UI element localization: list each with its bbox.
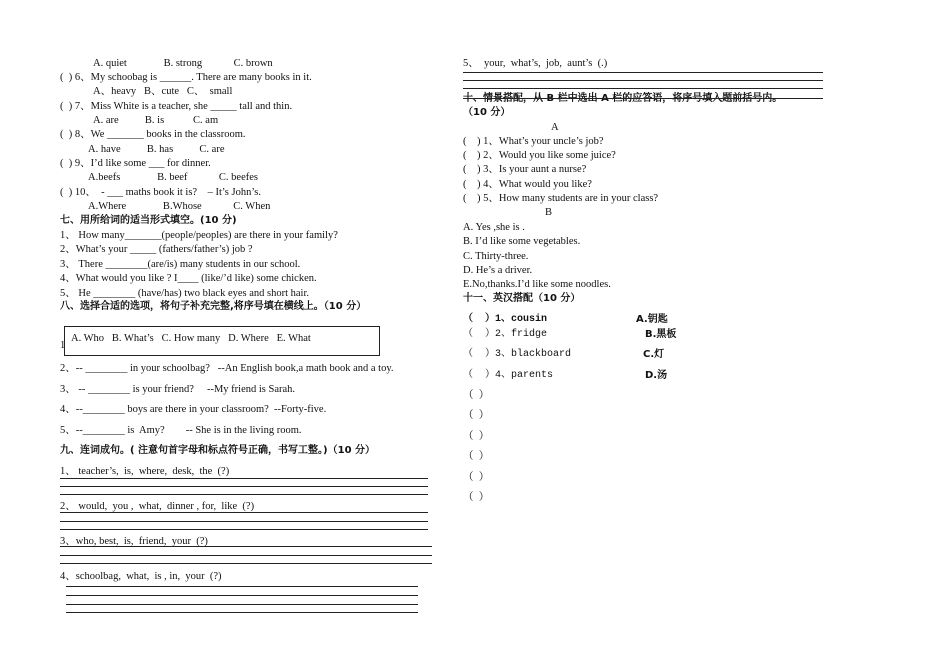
section-9-title: 九、连词成句。( 注意句首字母和标点符号正确，书写工整。)（10 分）	[60, 445, 376, 456]
b-item: D. He’s a driver.	[463, 265, 533, 276]
b-item: A. Yes ,she is .	[463, 222, 525, 233]
question-6: ( ) 6、My schoobag is ______. There are many books in it.	[60, 72, 312, 83]
a-item: ( ) 5、How many students are in your class?	[463, 193, 659, 204]
options-box-text: A. Who B. What’s C. How many D. Where E. What	[71, 333, 311, 344]
question-8: ( ) 8、We _______ books in the classroom.	[60, 129, 246, 140]
match-english-item: （ ）4、parents	[463, 370, 554, 381]
options-box	[64, 326, 380, 356]
answer-line	[60, 478, 428, 479]
answer-line	[60, 546, 432, 547]
blank-answer: （ ）	[463, 390, 490, 401]
answer-line	[60, 512, 428, 513]
answer-line	[66, 612, 418, 613]
question-10: ( ) 10、 - ___ maths book it is? – It’s John’s.	[60, 187, 261, 198]
match-chinese-item: A.钥匙	[636, 314, 668, 325]
a-item: ( ) 3、Is your aunt a nurse?	[463, 164, 587, 175]
sec7-item: 4、What would you like ? I____ (like/’d like) some chicken.	[60, 273, 317, 284]
a-item: ( ) 2、Would you like some juice?	[463, 150, 616, 161]
answer-line	[60, 521, 428, 522]
answer-line	[463, 80, 823, 81]
sec7-item: 3、 There ________(are/is) many students in our school.	[60, 259, 301, 270]
b-item: C. Thirty-three.	[463, 251, 529, 262]
a-item: ( ) 4、What would you like?	[463, 179, 592, 190]
strike-line	[463, 98, 823, 99]
answer-line	[60, 563, 432, 564]
answer-line	[66, 595, 418, 596]
blank-answer: （ ）	[463, 492, 490, 503]
match-english-item: （ ）2、fridge	[463, 329, 548, 340]
sec9-item: 2、 would, you , what, dinner , for, like (?)	[60, 501, 255, 512]
match-chinese-item: D.汤	[645, 370, 668, 381]
b-item: B. I’d like some vegetables.	[463, 236, 581, 247]
sec9-item: 3、who, best, is, friend, your (?)	[60, 536, 208, 547]
answer-line	[463, 88, 823, 89]
sec8-item: 2、-- ________ in your schoolbag? --An English book,a math book and a toy.	[60, 363, 394, 374]
section-11-title: 十一、英汉搭配（10 分）	[463, 293, 581, 304]
right-question-5: 5、 your, what’s, job, aunt’s (.)	[463, 58, 608, 69]
answer-line	[60, 529, 428, 530]
q7-options: A. are B. is C. am	[93, 115, 219, 126]
column-b-heading: B	[545, 207, 553, 218]
blank-answer: （ ）	[463, 410, 490, 421]
sec7-item: 1、 How many_______(people/peoples) are there in your family?	[60, 230, 338, 241]
sec7-item: 2、What’s your _____ (fathers/father’s) job ?	[60, 244, 253, 255]
sec8-item: 3、 -- ________ is your friend? --My friend is Sarah.	[60, 384, 296, 395]
sec9-item: 4、schoolbag, what, is , in, your (?)	[60, 571, 222, 582]
a-item: ( ) 1、What’s your uncle’s job?	[463, 136, 604, 147]
sec8-item: 4、--________ boys are there in your classroom? --Forty-five.	[60, 404, 327, 415]
match-english-item: （ ）3、blackboard	[463, 349, 572, 360]
section-10-score: （10 分）	[463, 107, 511, 118]
q5-options: A. quiet B. strong C. brown	[93, 58, 273, 69]
question-9: ( ) 9、I’d like some ___ for dinner.	[60, 158, 211, 169]
answer-line	[60, 494, 428, 495]
answer-line	[60, 486, 428, 487]
match-english-item: （ ）1、cousin	[463, 314, 548, 325]
blank-answer: （ ）	[463, 431, 490, 442]
blank-answer: （ ）	[463, 451, 490, 462]
sec8-item: 5、--________ is Amy? -- She is in the living room.	[60, 425, 302, 436]
question-7: ( ) 7、Miss White is a teacher, she _____ tall and thin.	[60, 101, 293, 112]
answer-line	[60, 555, 432, 556]
section-7-title: 七、用所给词的适当形式填空。(10 分)	[60, 215, 237, 226]
match-chinese-item: C.灯	[643, 349, 665, 360]
blank-answer: （ ）	[463, 472, 490, 483]
b-item: E.No,thanks.I’d like some noodles.	[463, 279, 611, 290]
match-chinese-item: B.黑板	[645, 329, 677, 340]
column-a-heading: A	[551, 122, 559, 133]
q6-options: A、heavy B、cute C、 small	[93, 86, 233, 97]
answer-line	[66, 604, 418, 605]
sec7-item: 5、 He ________ (have/has) two black eyes and short hair.	[60, 288, 310, 299]
sec8-box-number: 1	[60, 340, 66, 351]
answer-line	[66, 586, 418, 587]
q9-options: A.beefs B. beef C. beefes	[88, 172, 258, 183]
q8-options: A. have B. has C. are	[88, 144, 225, 155]
section-8-title: 八、选择合适的选项，将句子补充完整,将序号填在横线上。（10 分）	[60, 301, 367, 312]
answer-line	[463, 72, 823, 73]
sec9-item: 1、 teacher’s, is, where, desk, the (?)	[60, 466, 230, 477]
q10-options: A.Where B.Whose C. When	[88, 201, 271, 212]
section-10-title: 十、情景搭配，从 B 栏中选出 A 栏的应答语，将序号填入题前括号内。	[463, 93, 783, 104]
